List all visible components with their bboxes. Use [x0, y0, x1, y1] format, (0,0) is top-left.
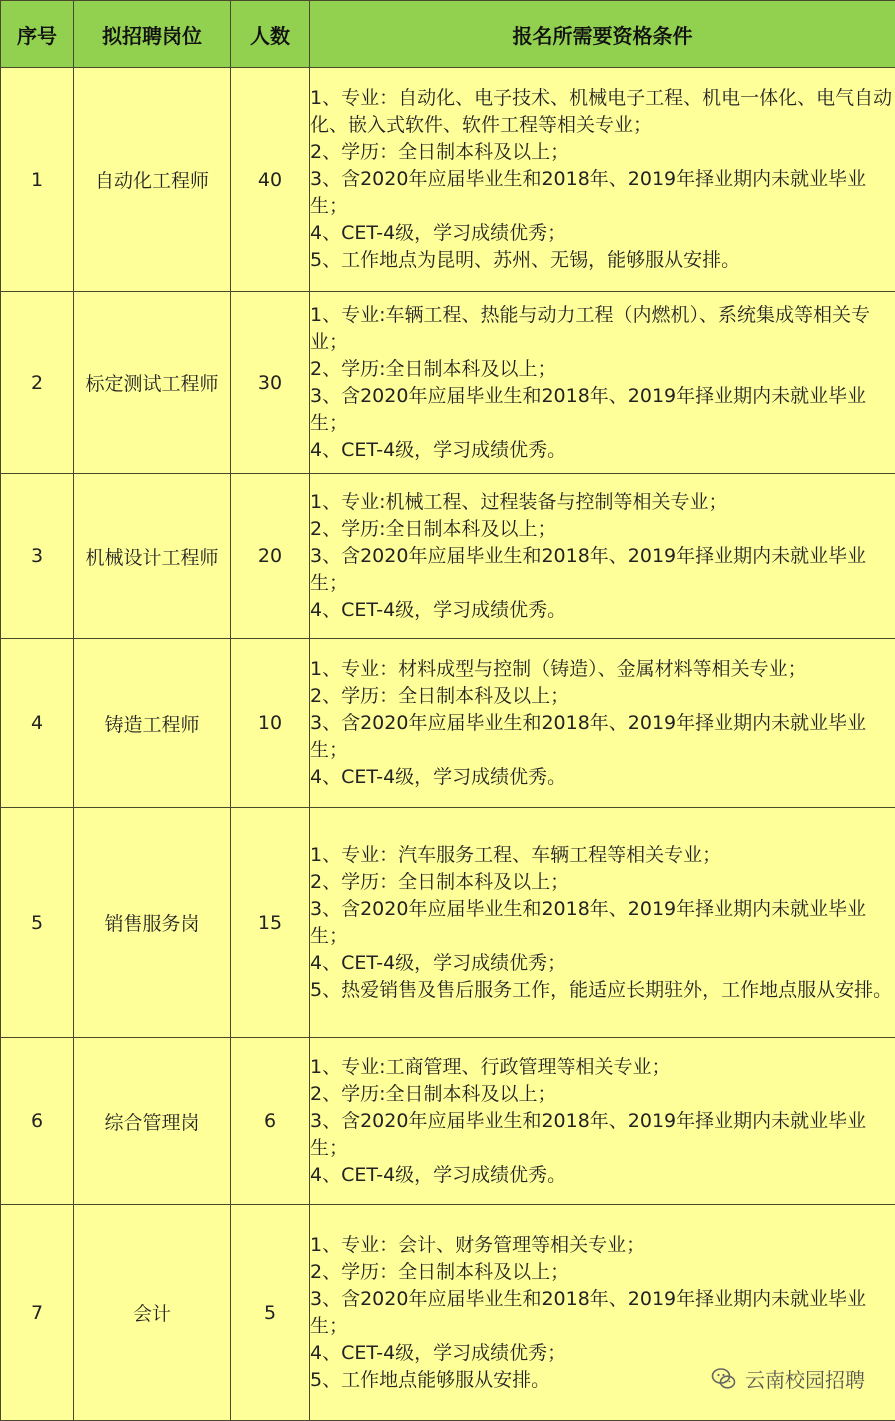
row-count: 30 [231, 292, 310, 474]
requirement-line: 4、CET-4级，学习成绩优秀。 [310, 764, 895, 791]
table-row [1, 68, 895, 292]
wechat-icon [711, 1366, 737, 1392]
requirement-line: 3、含2020年应届毕业生和2018年、2019年择业期内未就业毕业生； [310, 1286, 895, 1340]
row-position: 机械设计工程师 [74, 474, 231, 639]
row-position: 铸造工程师 [74, 639, 231, 808]
header-position: 拟招聘岗位 [74, 1, 231, 68]
row-requirements [310, 1038, 895, 1205]
row-count: 20 [231, 474, 310, 639]
watermark-text: 云南校园招聘 [745, 1364, 865, 1393]
row-count: 15 [231, 808, 310, 1038]
row-no: 4 [1, 639, 74, 808]
row-requirements [310, 68, 895, 292]
table-row [1, 1038, 895, 1205]
row-count: 5 [231, 1205, 310, 1421]
requirement-line: 5、工作地点能够服从安排。 [310, 1367, 895, 1394]
row-count: 10 [231, 639, 310, 808]
requirement-line: 4、CET-4级，学习成绩优秀； [310, 220, 895, 247]
watermark [711, 1364, 865, 1393]
requirement-line: 2、学历：全日制本科及以上； [310, 1259, 895, 1286]
row-no: 5 [1, 808, 74, 1038]
row-position: 自动化工程师 [74, 68, 231, 292]
requirement-line: 2、学历:全日制本科及以上； [310, 356, 895, 383]
row-position: 会计 [74, 1205, 231, 1421]
requirement-line: 1、专业:车辆工程、热能与动力工程（内燃机）、系统集成等相关专业； [310, 302, 895, 356]
row-position: 标定测试工程师 [74, 292, 231, 474]
table-row [1, 292, 895, 474]
requirement-line: 2、学历：全日制本科及以上； [310, 869, 895, 896]
requirement-line: 3、含2020年应届毕业生和2018年、2019年择业期内未就业毕业生； [310, 896, 895, 950]
requirement-line: 5、热爱销售及售后服务工作，能适应长期驻外，工作地点服从安排。 [310, 977, 895, 1004]
requirement-line: 4、CET-4级，学习成绩优秀； [310, 950, 895, 977]
row-no: 6 [1, 1038, 74, 1205]
requirement-line: 4、CET-4级，学习成绩优秀。 [310, 597, 895, 624]
table-header-row [1, 1, 895, 68]
requirement-line: 2、学历：全日制本科及以上； [310, 139, 895, 166]
requirement-line: 1、专业：汽车服务工程、车辆工程等相关专业； [310, 842, 895, 869]
header-count: 人数 [231, 1, 310, 68]
row-requirements [310, 808, 895, 1038]
table-row [1, 474, 895, 639]
row-position: 综合管理岗 [74, 1038, 231, 1205]
requirement-line: 2、学历:全日制本科及以上； [310, 1081, 895, 1108]
requirement-line: 4、CET-4级，学习成绩优秀。 [310, 437, 895, 464]
table-row [1, 808, 895, 1038]
requirement-line: 2、学历：全日制本科及以上； [310, 683, 895, 710]
row-requirements [310, 292, 895, 474]
requirement-line: 1、专业：会计、财务管理等相关专业； [310, 1232, 895, 1259]
row-requirements [310, 639, 895, 808]
requirement-line: 4、CET-4级，学习成绩优秀。 [310, 1162, 895, 1189]
row-count: 40 [231, 68, 310, 292]
requirement-line: 1、专业:机械工程、过程装备与控制等相关专业； [310, 489, 895, 516]
requirement-line: 1、专业：材料成型与控制（铸造）、金属材料等相关专业； [310, 656, 895, 683]
table-row [1, 639, 895, 808]
requirement-line: 3、含2020年应届毕业生和2018年、2019年择业期内未就业毕业生； [310, 710, 895, 764]
requirement-line: 4、CET-4级，学习成绩优秀； [310, 1340, 895, 1367]
requirement-line: 2、学历:全日制本科及以上； [310, 516, 895, 543]
requirement-line: 5、工作地点为昆明、苏州、无锡，能够服从安排。 [310, 247, 895, 274]
header-no: 序号 [1, 1, 74, 68]
row-position: 销售服务岗 [74, 808, 231, 1038]
header-requirements: 报名所需要资格条件 [310, 1, 895, 68]
row-requirements [310, 474, 895, 639]
row-no: 2 [1, 292, 74, 474]
row-no: 1 [1, 68, 74, 292]
row-count: 6 [231, 1038, 310, 1205]
requirement-line: 3、含2020年应届毕业生和2018年、2019年择业期内未就业毕业生； [310, 383, 895, 437]
row-no: 7 [1, 1205, 74, 1421]
requirement-line: 3、含2020年应届毕业生和2018年、2019年择业期内未就业毕业生； [310, 543, 895, 597]
requirement-line: 1、专业：自动化、电子技术、机械电子工程、机电一体化、电气自动化、嵌入式软件、软件工程等相关专业； [310, 85, 895, 139]
requirement-line: 3、含2020年应届毕业生和2018年、2019年择业期内未就业毕业生； [310, 1108, 895, 1162]
requirement-line: 1、专业:工商管理、行政管理等相关专业； [310, 1054, 895, 1081]
requirement-line: 3、含2020年应届毕业生和2018年、2019年择业期内未就业毕业生； [310, 166, 895, 220]
row-no: 3 [1, 474, 74, 639]
